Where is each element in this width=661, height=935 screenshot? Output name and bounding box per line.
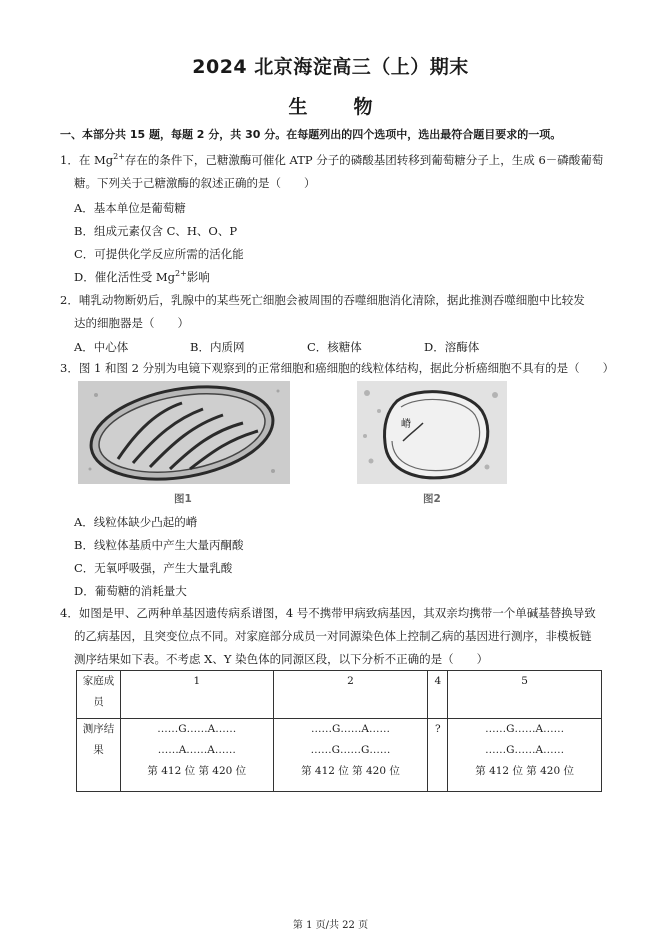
q2-stem-line2: 达的细胞器是（ ） — [74, 316, 189, 330]
table-header-row — [77, 671, 602, 719]
table-member-1: 1 — [120, 671, 273, 719]
table-result-row — [77, 719, 602, 792]
figure-1-normal-mitochondrion — [78, 381, 290, 484]
table-cell-member-2: ……G……A…… ……G……G…… 第 412 位 第 420 位 — [273, 719, 428, 792]
section-instructions: 一、本部分共 15 题，每题 2 分，共 30 分。在每题列出的四个选项中，选出最符合题目要求的一项。 — [60, 128, 562, 141]
table-cell-member-5: ……G……A…… ……G……A…… 第 412 位 第 420 位 — [448, 719, 602, 792]
subject-title: 生物 — [288, 96, 419, 118]
q1-option-c: C．可提供化学反应所需的活化能 — [74, 247, 244, 261]
table-member-2: 2 — [273, 671, 428, 719]
q4-stem-line2: 的乙病基因，且突变位点不同。对家庭部分成员一对同源染色体上控制乙病的基因进行测序，非模板链 — [74, 629, 592, 643]
table-member-4: 4 — [428, 671, 448, 719]
table-row-head-member: 家庭成 员 — [77, 671, 121, 719]
table-cell-member-4: ? — [428, 719, 448, 792]
figure-1-caption: 图1 — [174, 493, 192, 505]
table-member-5: 5 — [448, 671, 602, 719]
q4-stem-line3: 测序结果如下表。不考虑 X、Y 染色体的同源区段，以下分析不正确的是（ ） — [74, 652, 489, 666]
page-title: 2024 北京海淀高三（上）期末 — [192, 56, 469, 78]
q1-stem-line2: 糖。下列关于己糖激酶的叙述正确的是（ ） — [74, 176, 316, 190]
q2-option-c: C．核糖体 — [307, 340, 362, 354]
page-footer: 第 1 页/共 22 页 — [292, 920, 369, 931]
q2-stem-line1: 2．哺乳动物断奶后，乳腺中的某些死亡细胞会被周围的吞噬细胞消化清除，据此推测吞噬细胞中比较发 — [60, 293, 585, 307]
figure-2-crista-label: 嵴 — [401, 419, 411, 430]
q3-option-b: B．线粒体基质中产生大量丙酮酸 — [74, 538, 244, 552]
q3-option-d: D．葡萄糖的消耗量大 — [74, 584, 187, 598]
q1-option-a: A．基本单位是葡萄糖 — [74, 201, 186, 215]
sequencing-table — [76, 670, 602, 792]
q2-option-b: B．内质网 — [190, 340, 245, 354]
q2-option-d: D．溶酶体 — [424, 340, 480, 354]
figure-2-cancer-mitochondrion — [357, 381, 507, 484]
table-row-head-result: 测序结 果 — [77, 719, 121, 792]
table-cell-member-1: ……G……A…… ……A……A…… 第 412 位 第 420 位 — [120, 719, 273, 792]
q1-option-d: D．催化活性受 $Mg^{2+}$影响 — [74, 269, 210, 284]
q2-option-a: A．中心体 — [74, 340, 129, 354]
q1-option-b: B．组成元素仅含 C、H、O、P — [74, 224, 238, 238]
figure-2-caption: 图2 — [423, 493, 441, 505]
q3-option-a: A．线粒体缺少凸起的嵴 — [74, 515, 198, 529]
q3-option-c: C．无氧呼吸强，产生大量乳酸 — [74, 561, 233, 575]
q1-stem-line1: 1．在 $Mg^{2+}$存在的条件下，己糖激酶可催化 ATP 分子的磷酸基团转移到葡萄糖分子上，生成 6－磷酸葡萄 — [60, 152, 604, 167]
q3-stem-line1: 3．图 1 和图 2 分别为电镜下观察到的正常细胞和癌细胞的线粒体结构，据此分析癌细胞不具有的是（ ） — [60, 361, 615, 375]
q4-stem-line1: 4．如图是甲、乙两种单基因遗传病系谱图，4 号不携带甲病致病基因，其双亲均携带一个单碱基替换导致 — [60, 606, 596, 620]
